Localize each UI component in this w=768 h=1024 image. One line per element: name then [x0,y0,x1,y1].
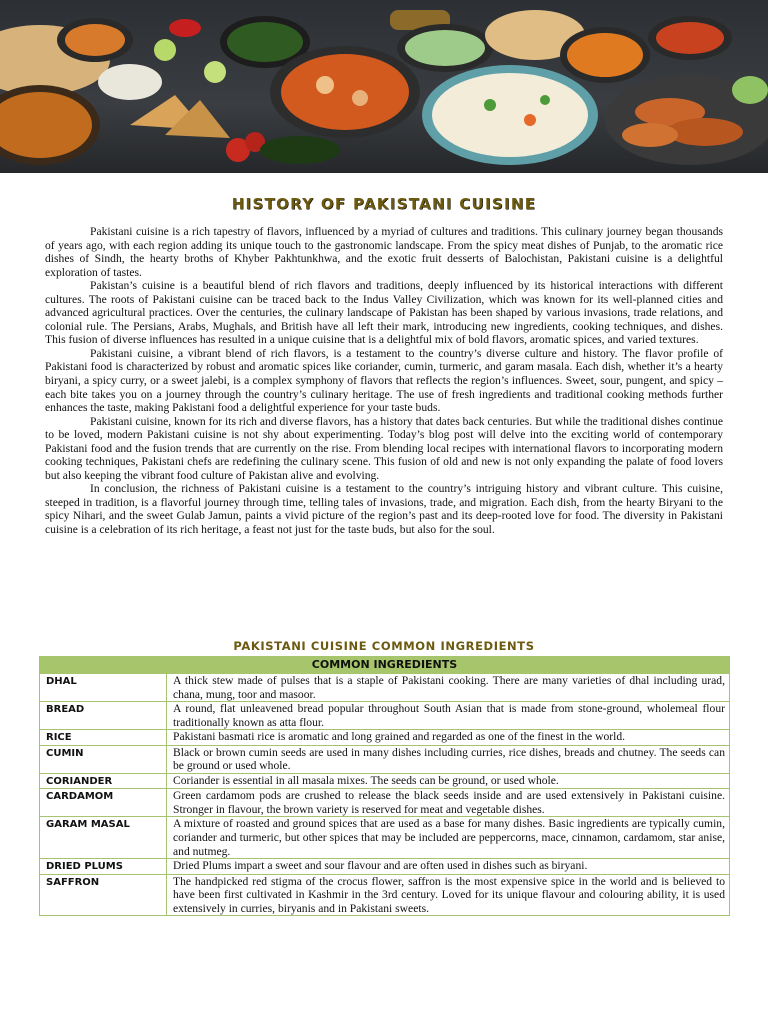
ingredients-heading: PAKISTANI CUISINE COMMON INGREDIENTS [233,639,535,653]
table-row [40,702,730,730]
ingredient-name: BREAD [40,702,167,730]
ingredient-desc: A thick stew made of pulses that is a staple of Pakistani cooking. There are many varieties of dhal including urad, chana, mung, toor and masoor. [167,674,730,702]
table-header: COMMON INGREDIENTS [40,657,730,674]
paragraph: Pakistani cuisine, a vibrant blend of rich flavors, is a testament to the country’s diverse culture and history. The flavor profile of Pakistani food is characterized by robust and aromatic spices like coriander, cumin, turmeric, and garam masala. Each dish, whether it’s a hearty biryani, a spicy curry, or a sweet jalebi, is a complex symphony of flavors that reflects the region’s influences. Sweet, sour, pungent, and spicy – each bite takes you on a journey through the country’s culinary heritage. The use of fresh ingredients and traditional cooking methods further enhances the taste, making Pakistani food a delightful experience for your taste buds. [45,346,723,415]
table-row [40,874,730,916]
ingredient-desc: Black or brown cumin seeds are used in many dishes including curries, rice dishes, breads and chutney. The seeds can be ground or used whole. [167,745,730,773]
table-row [40,817,730,859]
table-row [40,773,730,789]
table-row [40,745,730,773]
paragraph: Pakistani cuisine, known for its rich and diverse flavors, has a history that dates back centuries. But while the traditional dishes continue to be loved, modern Pakistani cuisine is not shy about experimenting. Today’s blog post will delve into the exciting world of contemporary Pakistani food and the fusion trends that are currently on the rise. From blending local recipes with international flavors to incorporating modern cooking techniques, Pakistani chefs are redefining the culinary scene. This fusion of old and new is not only expanding the palate of food lovers but also keeping the vibrant food culture of Pakistan alive and evolving. [45,414,723,482]
ingredient-desc: Coriander is essential in all masala mixes. The seeds can be ground, or used whole. [167,773,730,789]
page-title: HISTORY OF PAKISTANI CUISINE [231,195,537,213]
table-row [40,859,730,875]
paragraph: Pakistani cuisine is a rich tapestry of flavors, influenced by a myriad of cultures and traditions. This culinary journey began thousands of years ago, with each region adding its unique touch to the gastronomic landscape. From the spicy meat dishes of Punjab, to the aromatic rice dishes of Sindh, the hearty broths of Khyber Pakhtunkhwa, and the exotic fruit desserts of Balochistan, Pakistani cuisine is a delightful exploration of tastes. [45,225,723,279]
ingredient-name: CARDAMOM [40,789,167,817]
article-body [45,225,723,537]
ingredient-name: SAFFRON [40,874,167,916]
ingredients-table [39,656,730,916]
hero-food-image [0,0,768,173]
table-row [40,730,730,746]
ingredient-desc: Pakistani basmati rice is aromatic and long grained and regarded as one of the finest in the world. [167,730,730,746]
table-row [40,789,730,817]
ingredient-name: DHAL [40,674,167,702]
paragraph: Pakistan’s cuisine is a beautiful blend of rich flavors and traditions, deeply influenced by its historical interactions with different cultures. The roots of Pakistani cuisine can be traced back to the Indus Valley Civilization, which was known for its well-planned cities and advanced agricultural practices. Over the centuries, the culinary landscape of Pakistan has been shaped by various invasions, trade relations, and colonial rule. The Persians, Arabs, Mughals, and British have all left their mark, introducing new ingredients, cooking techniques, and dishes. This fusion of diverse influences has resulted in a unique cuisine that is a delightful mix of bold flavors, aromatic spices, and varied textures. [45,279,723,347]
ingredient-desc: A mixture of roasted and ground spices that are used as a base for many dishes. Basic ingredients are typically cumin, coriander and turmeric, but other spices that may be included are peppercorns, mace, cinnamon, cardamom, star anise, and nutmeg. [167,817,730,859]
ingredient-desc: A round, flat unleavened bread popular throughout South Asian that is made from stone-ground, wholemeal flour traditionally known as atta flour. [167,702,730,730]
paragraph: In conclusion, the richness of Pakistani cuisine is a testament to the country’s intriguing history and vibrant culture. This cuisine, steeped in tradition, is a flavorful journey through time, telling tales of invasions, trade, and migration. Each dish, from the hearty Biryani to the spicy Nihari, and the sweet Gulab Jamun, paints a vivid picture of the region’s past and its deep-rooted love for food. The diversity in Pakistani cuisine is a celebration of its rich heritage, a feast not just for the taste buds, but also for the soul. [45,482,723,537]
ingredient-desc: Dried Plums impart a sweet and sour flavour and are often used in dishes such as biryani. [167,859,730,875]
ingredient-name: RICE [40,730,167,746]
ingredient-desc: The handpicked red stigma of the crocus flower, saffron is the most expensive spice in the world and is believed to have been first cultivated in Kashmir in the 3rd century. Loved for its unique flavour and colouring ability, it is used extensively in curries, biryanis and in Pakistani sweets. [167,874,730,916]
ingredient-desc: Green cardamom pods are crushed to release the black seeds inside and are used extensively in Pakistani cuisine. Stronger in flavour, the brown variety is reserved for meat and vegetable dishes. [167,789,730,817]
ingredient-name: CUMIN [40,745,167,773]
food-spread-illustration [0,0,768,173]
table-row [40,674,730,702]
ingredient-name: CORIANDER [40,773,167,789]
ingredient-name: GARAM MASAL [40,817,167,859]
ingredient-name: DRIED PLUMS [40,859,167,875]
table-header-row [40,657,730,674]
